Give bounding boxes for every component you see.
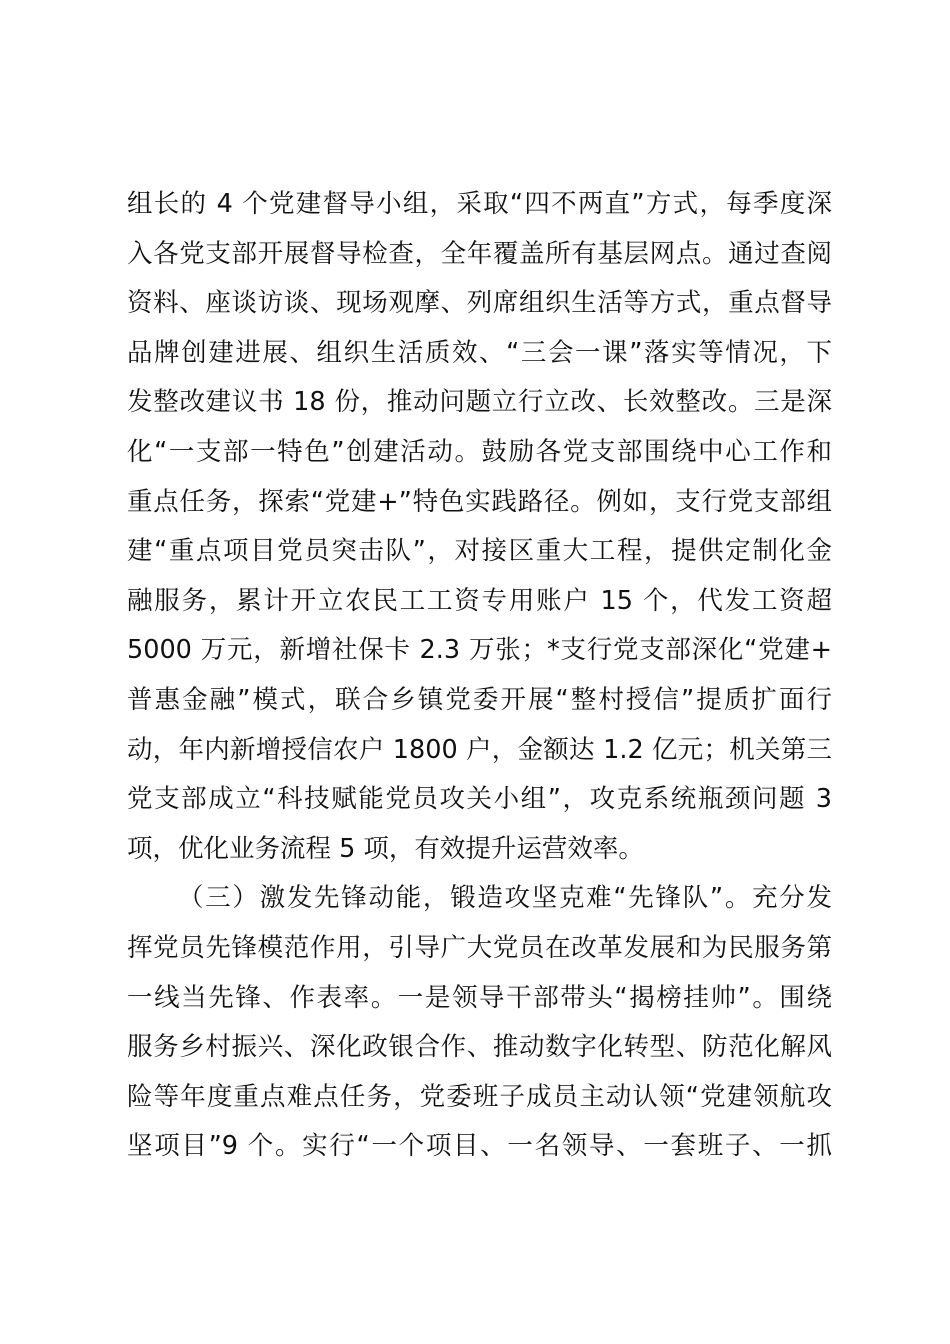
text-line: 建“重点项目党员突击队”，对接区重大工程，提供定制化金: [127, 536, 832, 567]
text-line: 服务乡村振兴、深化政银合作、推动数字化转型、防范化解风: [127, 1032, 832, 1063]
text-line: 动，年内新增授信农户 1800 户，金额达 1.2 亿元；机关第三: [127, 734, 832, 765]
text-line: 入各党支部开展督导检查，全年覆盖所有基层网点。通过查阅: [127, 238, 832, 269]
text-line: 组长的 4 个党建督导小组，采取“四不两直”方式，每季度深: [127, 189, 832, 219]
text-line: 融服务，累计开立农民工工资专用账户 15 个，代发工资超: [127, 585, 832, 616]
text-line: 化“一支部一特色”创建活动。鼓励各党支部围绕中心工作和: [127, 436, 832, 467]
text-line: 一线当先锋、作表率。一是领导干部带头“揭榜挂帅”。围绕: [127, 982, 832, 1013]
text-line: 资料、座谈访谈、现场观摩、列席组织生活等方式，重点督导: [127, 288, 832, 319]
text-line: 挥党员先锋模范作用，引导广大党员在改革发展和为民服务第: [127, 932, 832, 963]
text-line: 品牌创建进展、组织生活质效、“三会一课”落实等情况，下: [127, 337, 832, 368]
text-line: 5000 万元，新增社保卡 2.3 万张；*支行党支部深化“党建+: [127, 635, 832, 666]
section-heading-line: （三）激发先锋动能，锻造攻坚克难“先锋队”。充分发: [178, 883, 832, 914]
text-line: 项，优化业务流程 5 项，有效提升运营效率。: [127, 833, 644, 864]
text-line: 重点任务，探索“党建+”特色实践路径。例如，支行党支部组: [127, 486, 832, 517]
body-text: [127, 180, 832, 1172]
text-line: 普惠金融”模式，联合乡镇党委开展“整村授信”提质扩面行: [127, 684, 832, 715]
text-line: 发整改建议书 18 份，推动问题立行立改、长效整改。三是深: [127, 387, 832, 418]
text-line: 党支部成立“科技赋能党员攻关小组”，攻克系统瓶颈问题 3: [127, 784, 832, 815]
text-line: 险等年度重点难点任务，党委班子成员主动认领“党建领航攻: [127, 1081, 832, 1112]
text-line: 坚项目”9 个。实行“一个项目、一名领导、一套班子、一抓: [127, 1131, 832, 1162]
